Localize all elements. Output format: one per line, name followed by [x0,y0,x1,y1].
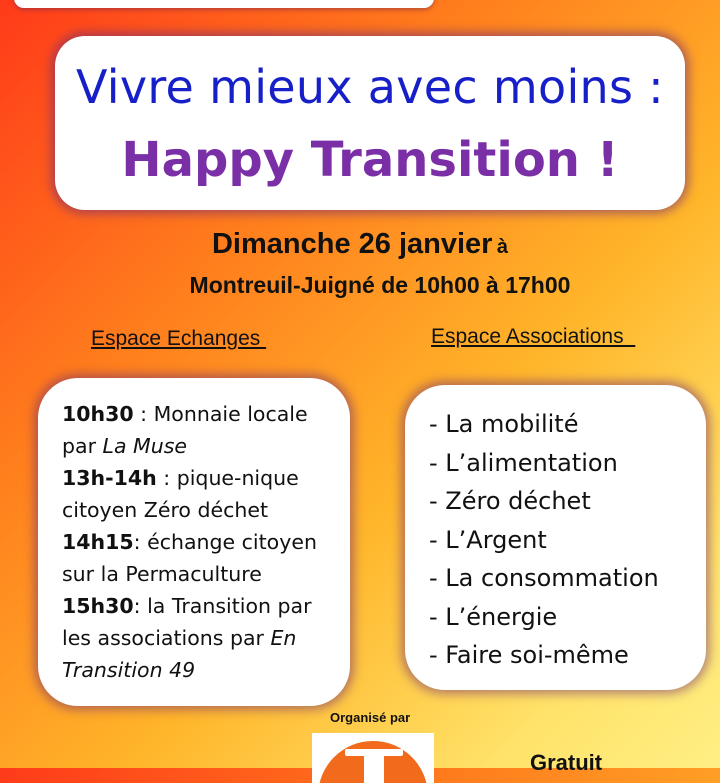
program-list [62,398,342,686]
program-time: 10h30 [62,402,134,426]
organise-par-label: Organisé par [330,710,411,725]
program-item: 15h30: la Transition par les associations par En Transition 49 [62,594,312,682]
program-time: 15h30 [62,594,134,618]
program-time: 13h-14h [62,466,157,490]
association-item: - L’Argent [429,525,547,554]
event-place-time: Montreuil-Juigné de 10h00 à 17h00 [189,272,571,298]
association-item: - Faire soi-même [429,641,629,669]
association-item: - Zéro déchet [429,487,591,515]
event-connector: à [496,236,509,258]
program-time: 14h15 [62,530,134,554]
event-day: Dimanche 26 janvier [211,228,493,260]
title-line-2: Happy Transition ! [121,132,619,188]
association-item: - La mobilité [429,410,579,438]
association-list [429,405,659,675]
event-date [0,228,720,261]
top-banner-edge [14,0,434,8]
gratuit-label: Gratuit [530,750,603,775]
title-box [55,36,685,210]
program-item: 13h-14h : pique-nique citoyen Zéro déchet [62,466,299,522]
program-item: 10h30 : Monnaie locale par La Muse [62,402,308,458]
association-item: - L’énergie [429,602,558,631]
association-item: - L’alimentation [429,448,618,477]
espace-associations-box [405,385,706,690]
title-line-1: Vivre mieux avec moins : [76,60,664,114]
organizer-logo [312,733,434,783]
espace-echanges-title: Espace Echanges [91,327,267,350]
program-item: 14h15: échange citoyen sur la Permaculture [62,530,317,586]
association-item: - La consommation [429,564,659,592]
logo-stem [364,755,384,783]
espace-associations-title: Espace Associations [431,325,636,348]
espace-echanges-box [38,378,350,706]
